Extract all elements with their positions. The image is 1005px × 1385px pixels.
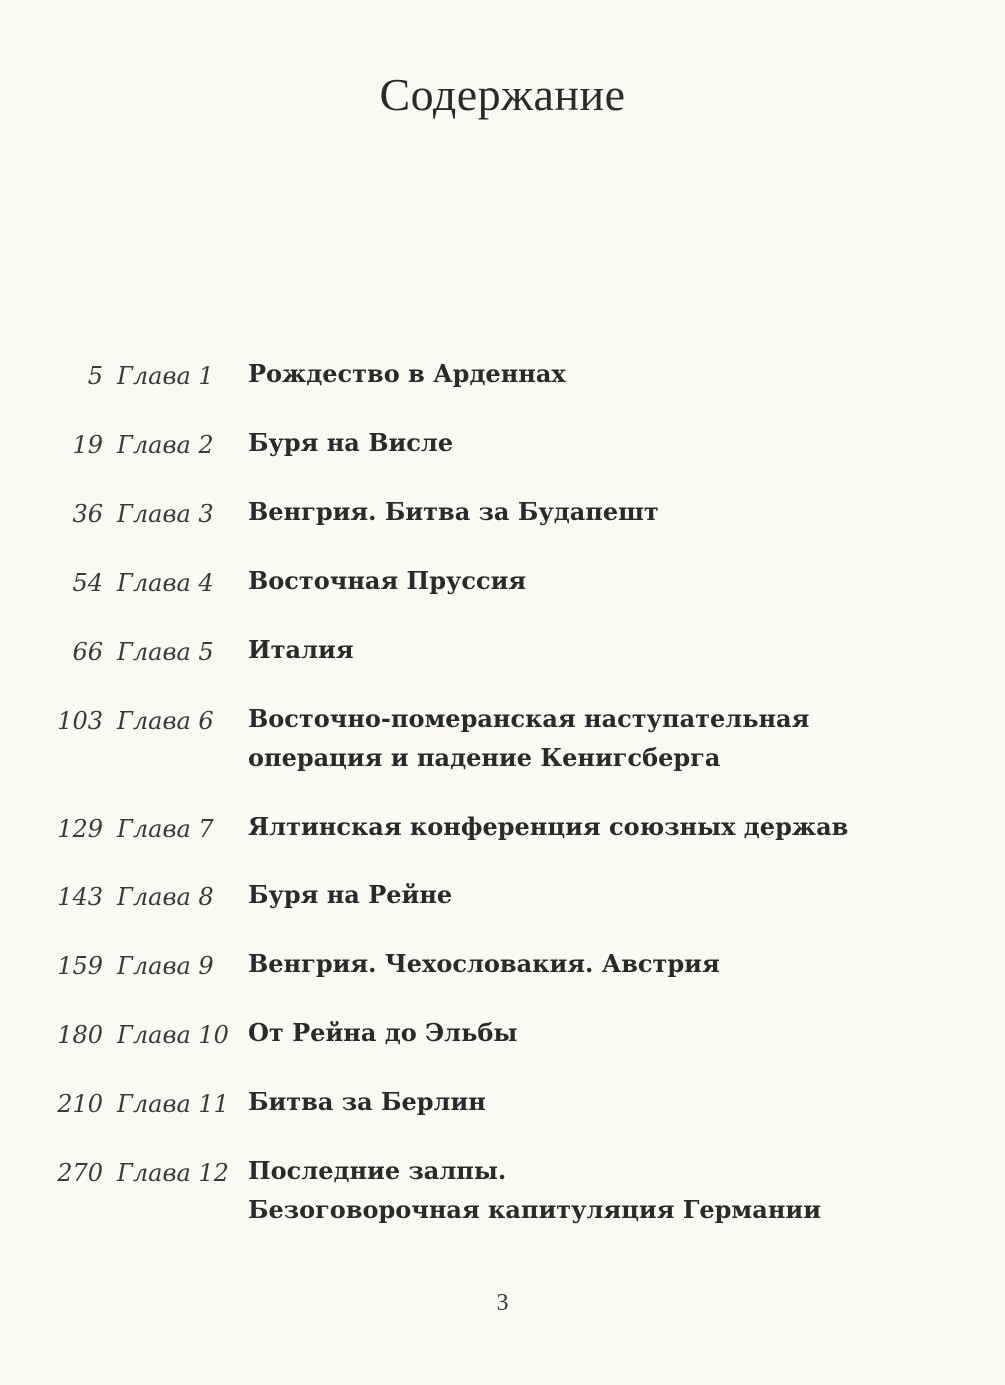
toc-chapter-title xyxy=(248,492,868,531)
toc-chapter-title-line: Италия xyxy=(248,635,354,664)
toc-page-number: 19 xyxy=(72,431,103,459)
toc-chapter-title-line: Буря на Висле xyxy=(248,428,454,457)
toc-chapter-title xyxy=(248,1013,868,1052)
toc-chapter-title-line: Битва за Берлин xyxy=(248,1087,486,1116)
toc-chapter-title-line: Безоговорочная капитуляция Германии xyxy=(248,1195,821,1224)
toc-chapter-title xyxy=(248,1151,868,1229)
toc-chapter-title-line: Рождество в Арденнах xyxy=(248,359,566,388)
toc-page-number: 129 xyxy=(57,815,103,843)
toc-page-number: 143 xyxy=(57,883,103,911)
toc-page-number: 210 xyxy=(57,1090,103,1118)
toc-chapter-title-line: операция и падение Кенигсберга xyxy=(248,743,721,772)
toc-chapter-title xyxy=(248,875,868,914)
toc-chapter-label: Глава 3 xyxy=(117,500,214,528)
toc-chapter-title-line: Последние залпы. xyxy=(248,1156,507,1185)
toc-chapter-title-line: От Рейна до Эльбы xyxy=(248,1018,518,1047)
toc-page-number: 66 xyxy=(72,638,103,666)
toc-chapter-title xyxy=(248,354,868,393)
toc-chapter-label: Глава 1 xyxy=(117,362,214,390)
toc-page-number: 270 xyxy=(57,1159,103,1187)
toc-chapter-title-line: Ялтинская конференция союзных держав xyxy=(248,812,849,841)
toc-chapter-label: Глава 11 xyxy=(117,1090,229,1118)
toc-chapter-title xyxy=(248,630,868,669)
toc-chapter-label: Глава 8 xyxy=(117,883,214,911)
toc-chapter-label: Глава 4 xyxy=(117,569,214,597)
toc-chapter-label: Глава 10 xyxy=(117,1021,229,1049)
toc-page-number: 103 xyxy=(57,707,103,735)
toc-chapter-title-line: Восточная Пруссия xyxy=(248,566,527,595)
toc-chapter-label: Глава 7 xyxy=(117,815,214,843)
toc-chapter-label: Глава 5 xyxy=(117,638,214,666)
toc-chapter-title-line: Буря на Рейне xyxy=(248,880,453,909)
page-title: Содержание xyxy=(379,69,626,120)
toc-page-number: 159 xyxy=(57,952,103,980)
toc-page-number: 5 xyxy=(87,362,103,390)
toc-chapter-title xyxy=(248,1082,868,1121)
toc-chapter-title xyxy=(248,944,868,983)
toc-chapter-label: Глава 6 xyxy=(117,707,214,735)
toc-chapter-title xyxy=(248,807,868,846)
toc-chapter-title-line: Венгрия. Битва за Будапешт xyxy=(248,497,659,526)
toc-chapter-label: Глава 2 xyxy=(117,431,214,459)
toc-chapter-title xyxy=(248,699,868,777)
toc-chapter-title-line: Восточно-померанская наступательная xyxy=(248,704,810,733)
toc-page-number: 36 xyxy=(72,500,103,528)
footer-page-number: 3 xyxy=(496,1290,509,1316)
toc-chapter-title-line: Венгрия. Чехословакия. Австрия xyxy=(248,949,720,978)
toc-chapter-label: Глава 9 xyxy=(117,952,214,980)
toc-chapter-title xyxy=(248,561,868,600)
toc-chapter-title xyxy=(248,423,868,462)
toc-page-number: 54 xyxy=(72,569,103,597)
toc-chapter-label: Глава 12 xyxy=(117,1159,229,1187)
toc-page-number: 180 xyxy=(57,1021,103,1049)
